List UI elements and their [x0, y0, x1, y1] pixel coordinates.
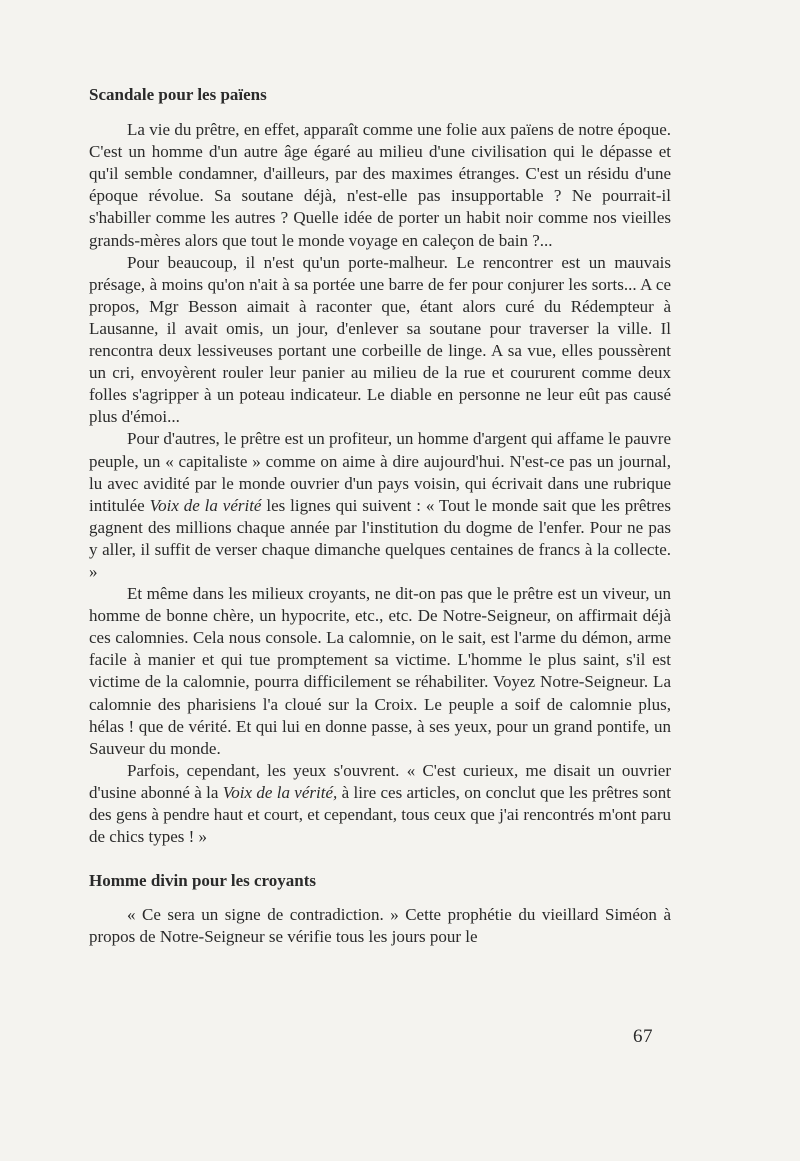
- section-heading-scandale: Scandale pour les païens: [89, 85, 267, 104]
- paragraph-3-italic-title: Voix de la vérité: [149, 495, 262, 515]
- paragraph-2: Pour beaucoup, il n'est qu'un porte-malheur. Le rencontrer est un mauvais présage, à moins qu'on n'ait à sa portée une barre de fer pour conjurer les sorts... A ce propos, Mgr Besson aimait à raconter que, étant alors curé du Rédempteur à Lausanne, il avait omis, un jour, d'enlever sa soutane pour traverser la ville. Il rencontra deux lessiveuses portant une corbeille de linge. A sa vue, elles poussèrent un cri, envoyèrent rouler leur panier au milieu de la rue et coururent comme deux folles s'agripper à un poteau indicateur. Le diable en personne ne leur eût pas causé plus d'émoi...: [89, 252, 671, 427]
- paragraph-5-italic-title: Voix de la vérité,: [222, 782, 338, 802]
- paragraph-4: Et même dans les milieux croyants, ne dit-on pas que le prêtre est un viveur, un homme de bonne chère, un hypocrite, etc., etc. De Notre-Seigneur, on affirmait déjà ces calomnies. Cela nous console. La calomnie, on le sait, est l'arme du démon, arme facile à manier et qui tue promptement sa victime. L'homme le plus saint, s'il est victime de la calomnie, pourra difficilement se réhabiliter. Voyez Notre-Seigneur. La calomnie des pharisiens l'a cloué sur la Croix. Le peuple a soif de calomnie plus, hélas ! que de vérité. Et qui lui en donne passe, à ses yeux, pour un grand pontife, un Sauveur du monde.: [89, 584, 671, 758]
- paragraph-3-text-before: Pour d'autres, le prêtre est un profiteur, un homme d'argent qui affame le pauvre peuple, un « capitaliste » comme on aime à dire aujourd'hui. N'est-ce pas un journal, lu avec avidité par le monde ouvrier d'un pays voisin, qui écrivait dans une rubrique intitulée: [89, 429, 671, 515]
- paragraph-3-text-after: les lignes qui suivent : « Tout le monde sait que les prêtres gagnent des millions chaque année par l'institution du dogme de l'enfer. Pour ne pas y aller, il suffit de verser chaque dimanche quelques centaines de francs à la collecte. »: [89, 495, 671, 581]
- paragraph-3: [89, 428, 671, 583]
- paragraph-5-text-before: Parfois, cependant, les yeux s'ouvrent. « C'est curieux, me disait un ouvrier d'usine abonné à la: [89, 760, 671, 802]
- paragraph-1: La vie du prêtre, en effet, apparaît comme une folie aux païens de notre époque. C'est un homme d'un autre âge égaré au milieu d'une civilisation qui le dépasse et qu'il semble condamner, d'ailleurs, par des maximes étranges. C'est un résidu d'une époque révolue. Sa soutane déjà, n'est-elle pas insupportable ? Ne pourrait-il s'habiller comme les autres ? Quelle idée de porter un habit noir comme nos vieilles grands-mères alors que tout le monde voyage en caleçon de bain ?...: [89, 120, 671, 250]
- paragraph-5: [89, 760, 671, 848]
- paragraph-6: « Ce sera un signe de contradiction. » Cette prophétie du vieillard Siméon à propos de Notre-Seigneur se vérifie tous les jours pour le: [89, 905, 671, 947]
- page-number: 67: [633, 1026, 653, 1047]
- section-heading-homme-divin: Homme divin pour les croyants: [89, 871, 316, 891]
- page-content: [89, 84, 671, 948]
- paragraph-5-text-after: à lire ces articles, on conclut que les prêtres sont des gens à pendre haut et court, et cependant, tous ceux que j'ai rencontrés m'ont paru de chics types ! »: [89, 782, 671, 847]
